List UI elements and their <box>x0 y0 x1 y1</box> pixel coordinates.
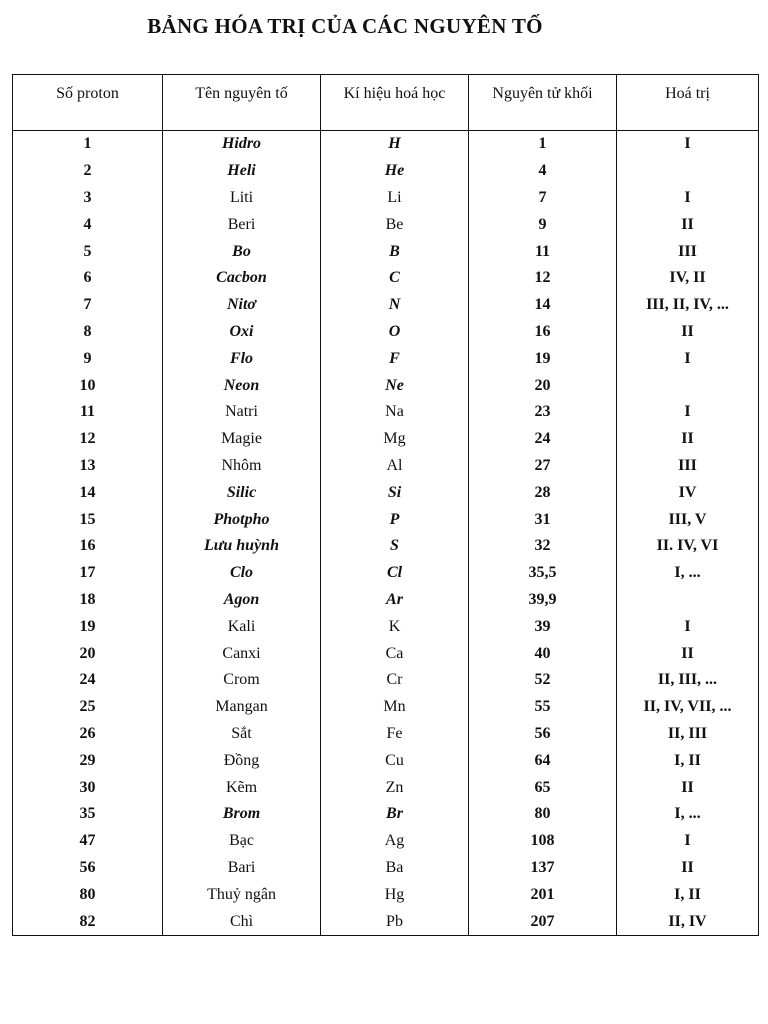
valence-cell: II <box>617 319 759 346</box>
table-row <box>13 801 759 828</box>
proton-cell: 5 <box>13 238 163 265</box>
table-body <box>13 131 759 936</box>
element-name-cell: Bari <box>163 855 321 882</box>
symbol-cell: O <box>321 319 469 346</box>
proton-cell: 30 <box>13 774 163 801</box>
proton-cell: 18 <box>13 587 163 614</box>
table-row <box>13 855 759 882</box>
atomic-mass-cell: 80 <box>469 801 617 828</box>
symbol-cell: S <box>321 533 469 560</box>
element-name-cell: Crom <box>163 667 321 694</box>
atomic-mass-cell: 27 <box>469 453 617 480</box>
valence-cell: III, V <box>617 506 759 533</box>
proton-cell: 26 <box>13 721 163 748</box>
proton-cell: 16 <box>13 533 163 560</box>
valence-cell <box>617 372 759 399</box>
element-name-cell: Brom <box>163 801 321 828</box>
header-name: Tên nguyên tố <box>163 75 321 131</box>
element-name-cell: Flo <box>163 345 321 372</box>
symbol-cell: Cu <box>321 747 469 774</box>
valence-cell: II, III <box>617 721 759 748</box>
symbol-cell: Na <box>321 399 469 426</box>
atomic-mass-cell: 24 <box>469 426 617 453</box>
proton-cell: 24 <box>13 667 163 694</box>
table-row <box>13 453 759 480</box>
atomic-mass-cell: 201 <box>469 881 617 908</box>
symbol-cell: Zn <box>321 774 469 801</box>
valence-cell: II <box>617 211 759 238</box>
proton-cell: 80 <box>13 881 163 908</box>
proton-cell: 1 <box>13 131 163 158</box>
table-row <box>13 587 759 614</box>
proton-cell: 7 <box>13 292 163 319</box>
table-row <box>13 881 759 908</box>
atomic-mass-cell: 65 <box>469 774 617 801</box>
symbol-cell: Si <box>321 479 469 506</box>
valence-cell: I, II <box>617 747 759 774</box>
symbol-cell: B <box>321 238 469 265</box>
table-row <box>13 372 759 399</box>
proton-cell: 47 <box>13 828 163 855</box>
symbol-cell: Mg <box>321 426 469 453</box>
atomic-mass-cell: 64 <box>469 747 617 774</box>
proton-cell: 4 <box>13 211 163 238</box>
symbol-cell: C <box>321 265 469 292</box>
proton-cell: 20 <box>13 640 163 667</box>
valence-cell: III <box>617 238 759 265</box>
header-symbol: Kí hiệu hoá học <box>321 75 469 131</box>
element-name-cell: Hidro <box>163 131 321 158</box>
valence-cell: IV, II <box>617 265 759 292</box>
element-name-cell: Bạc <box>163 828 321 855</box>
valence-cell: I <box>617 399 759 426</box>
element-name-cell: Beri <box>163 211 321 238</box>
proton-cell: 82 <box>13 908 163 935</box>
symbol-cell: P <box>321 506 469 533</box>
valence-cell: II <box>617 774 759 801</box>
proton-cell: 19 <box>13 613 163 640</box>
symbol-cell: Ag <box>321 828 469 855</box>
table-row <box>13 747 759 774</box>
atomic-mass-cell: 32 <box>469 533 617 560</box>
element-name-cell: Mangan <box>163 694 321 721</box>
element-name-cell: Natri <box>163 399 321 426</box>
table-row <box>13 828 759 855</box>
table-row <box>13 533 759 560</box>
valence-cell: I, II <box>617 881 759 908</box>
table-row <box>13 774 759 801</box>
atomic-mass-cell: 12 <box>469 265 617 292</box>
proton-cell: 29 <box>13 747 163 774</box>
table-row <box>13 560 759 587</box>
table-row <box>13 238 759 265</box>
atomic-mass-cell: 56 <box>469 721 617 748</box>
atomic-mass-cell: 16 <box>469 319 617 346</box>
symbol-cell: Ar <box>321 587 469 614</box>
atomic-mass-cell: 55 <box>469 694 617 721</box>
proton-cell: 10 <box>13 372 163 399</box>
symbol-cell: Br <box>321 801 469 828</box>
proton-cell: 17 <box>13 560 163 587</box>
atomic-mass-cell: 207 <box>469 908 617 935</box>
table-row <box>13 640 759 667</box>
valence-cell: I <box>617 613 759 640</box>
atomic-mass-cell: 14 <box>469 292 617 319</box>
table-row <box>13 399 759 426</box>
table-row <box>13 131 759 158</box>
proton-cell: 25 <box>13 694 163 721</box>
symbol-cell: N <box>321 292 469 319</box>
atomic-mass-cell: 52 <box>469 667 617 694</box>
element-name-cell: Oxi <box>163 319 321 346</box>
atomic-mass-cell: 40 <box>469 640 617 667</box>
valence-cell: II. IV, VI <box>617 533 759 560</box>
page-title: BẢNG HÓA TRỊ CỦA CÁC NGUYÊN TỐ <box>147 14 543 38</box>
valence-cell: I <box>617 828 759 855</box>
element-name-cell: Kẽm <box>163 774 321 801</box>
element-name-cell: Liti <box>163 185 321 212</box>
element-name-cell: Thuỷ ngân <box>163 881 321 908</box>
valence-cell: II, IV <box>617 908 759 935</box>
proton-cell: 9 <box>13 345 163 372</box>
element-name-cell: Magie <box>163 426 321 453</box>
header-mass: Nguyên tử khối <box>469 75 617 131</box>
element-name-cell: Nitơ <box>163 292 321 319</box>
symbol-cell: Be <box>321 211 469 238</box>
element-name-cell: Photpho <box>163 506 321 533</box>
valence-cell: II, III, ... <box>617 667 759 694</box>
valence-cell: I, ... <box>617 801 759 828</box>
valence-cell: II <box>617 855 759 882</box>
table-row <box>13 265 759 292</box>
element-name-cell: Neon <box>163 372 321 399</box>
proton-cell: 35 <box>13 801 163 828</box>
symbol-cell: Ba <box>321 855 469 882</box>
valence-cell: I <box>617 345 759 372</box>
element-name-cell: Nhôm <box>163 453 321 480</box>
symbol-cell: Pb <box>321 908 469 935</box>
valence-cell: II <box>617 640 759 667</box>
atomic-mass-cell: 1 <box>469 131 617 158</box>
valence-cell: I <box>617 131 759 158</box>
symbol-cell: Ca <box>321 640 469 667</box>
element-name-cell: Cacbon <box>163 265 321 292</box>
element-name-cell: Lưu huỳnh <box>163 533 321 560</box>
proton-cell: 6 <box>13 265 163 292</box>
atomic-mass-cell: 31 <box>469 506 617 533</box>
valence-cell <box>617 587 759 614</box>
element-name-cell: Đồng <box>163 747 321 774</box>
symbol-cell: Cr <box>321 667 469 694</box>
header-valence: Hoá trị <box>617 75 759 131</box>
symbol-cell: Mn <box>321 694 469 721</box>
table-row <box>13 908 759 935</box>
table-row <box>13 426 759 453</box>
atomic-mass-cell: 4 <box>469 158 617 185</box>
atomic-mass-cell: 39,9 <box>469 587 617 614</box>
atomic-mass-cell: 7 <box>469 185 617 212</box>
valence-cell: III, II, IV, ... <box>617 292 759 319</box>
valence-cell <box>617 158 759 185</box>
atomic-mass-cell: 39 <box>469 613 617 640</box>
atomic-mass-cell: 35,5 <box>469 560 617 587</box>
symbol-cell: Fe <box>321 721 469 748</box>
valence-cell: I <box>617 185 759 212</box>
element-name-cell: Clo <box>163 560 321 587</box>
proton-cell: 8 <box>13 319 163 346</box>
element-name-cell: Heli <box>163 158 321 185</box>
symbol-cell: Cl <box>321 560 469 587</box>
table-row <box>13 158 759 185</box>
symbol-cell: K <box>321 613 469 640</box>
valence-table <box>12 74 759 936</box>
atomic-mass-cell: 11 <box>469 238 617 265</box>
symbol-cell: He <box>321 158 469 185</box>
table-header <box>13 75 759 131</box>
atomic-mass-cell: 20 <box>469 372 617 399</box>
table-row <box>13 185 759 212</box>
table-row <box>13 211 759 238</box>
proton-cell: 15 <box>13 506 163 533</box>
valence-cell: IV <box>617 479 759 506</box>
table-row <box>13 506 759 533</box>
element-name-cell: Kali <box>163 613 321 640</box>
atomic-mass-cell: 9 <box>469 211 617 238</box>
table-row <box>13 613 759 640</box>
header-proton: Số proton <box>13 75 163 131</box>
table-row <box>13 319 759 346</box>
atomic-mass-cell: 19 <box>469 345 617 372</box>
element-name-cell: Canxi <box>163 640 321 667</box>
valence-cell: II, IV, VII, ... <box>617 694 759 721</box>
element-name-cell: Bo <box>163 238 321 265</box>
symbol-cell: F <box>321 345 469 372</box>
proton-cell: 56 <box>13 855 163 882</box>
symbol-cell: Hg <box>321 881 469 908</box>
atomic-mass-cell: 23 <box>469 399 617 426</box>
symbol-cell: Al <box>321 453 469 480</box>
valence-cell: II <box>617 426 759 453</box>
table-row <box>13 721 759 748</box>
element-name-cell: Sắt <box>163 721 321 748</box>
proton-cell: 11 <box>13 399 163 426</box>
atomic-mass-cell: 108 <box>469 828 617 855</box>
proton-cell: 13 <box>13 453 163 480</box>
valence-cell: I, ... <box>617 560 759 587</box>
proton-cell: 14 <box>13 479 163 506</box>
element-name-cell: Agon <box>163 587 321 614</box>
symbol-cell: H <box>321 131 469 158</box>
element-name-cell: Silic <box>163 479 321 506</box>
proton-cell: 12 <box>13 426 163 453</box>
table-row <box>13 345 759 372</box>
symbol-cell: Li <box>321 185 469 212</box>
table-row <box>13 667 759 694</box>
table-row <box>13 479 759 506</box>
symbol-cell: Ne <box>321 372 469 399</box>
atomic-mass-cell: 137 <box>469 855 617 882</box>
proton-cell: 3 <box>13 185 163 212</box>
atomic-mass-cell: 28 <box>469 479 617 506</box>
element-name-cell: Chì <box>163 908 321 935</box>
table-row <box>13 694 759 721</box>
valence-cell: III <box>617 453 759 480</box>
proton-cell: 2 <box>13 158 163 185</box>
table-row <box>13 292 759 319</box>
